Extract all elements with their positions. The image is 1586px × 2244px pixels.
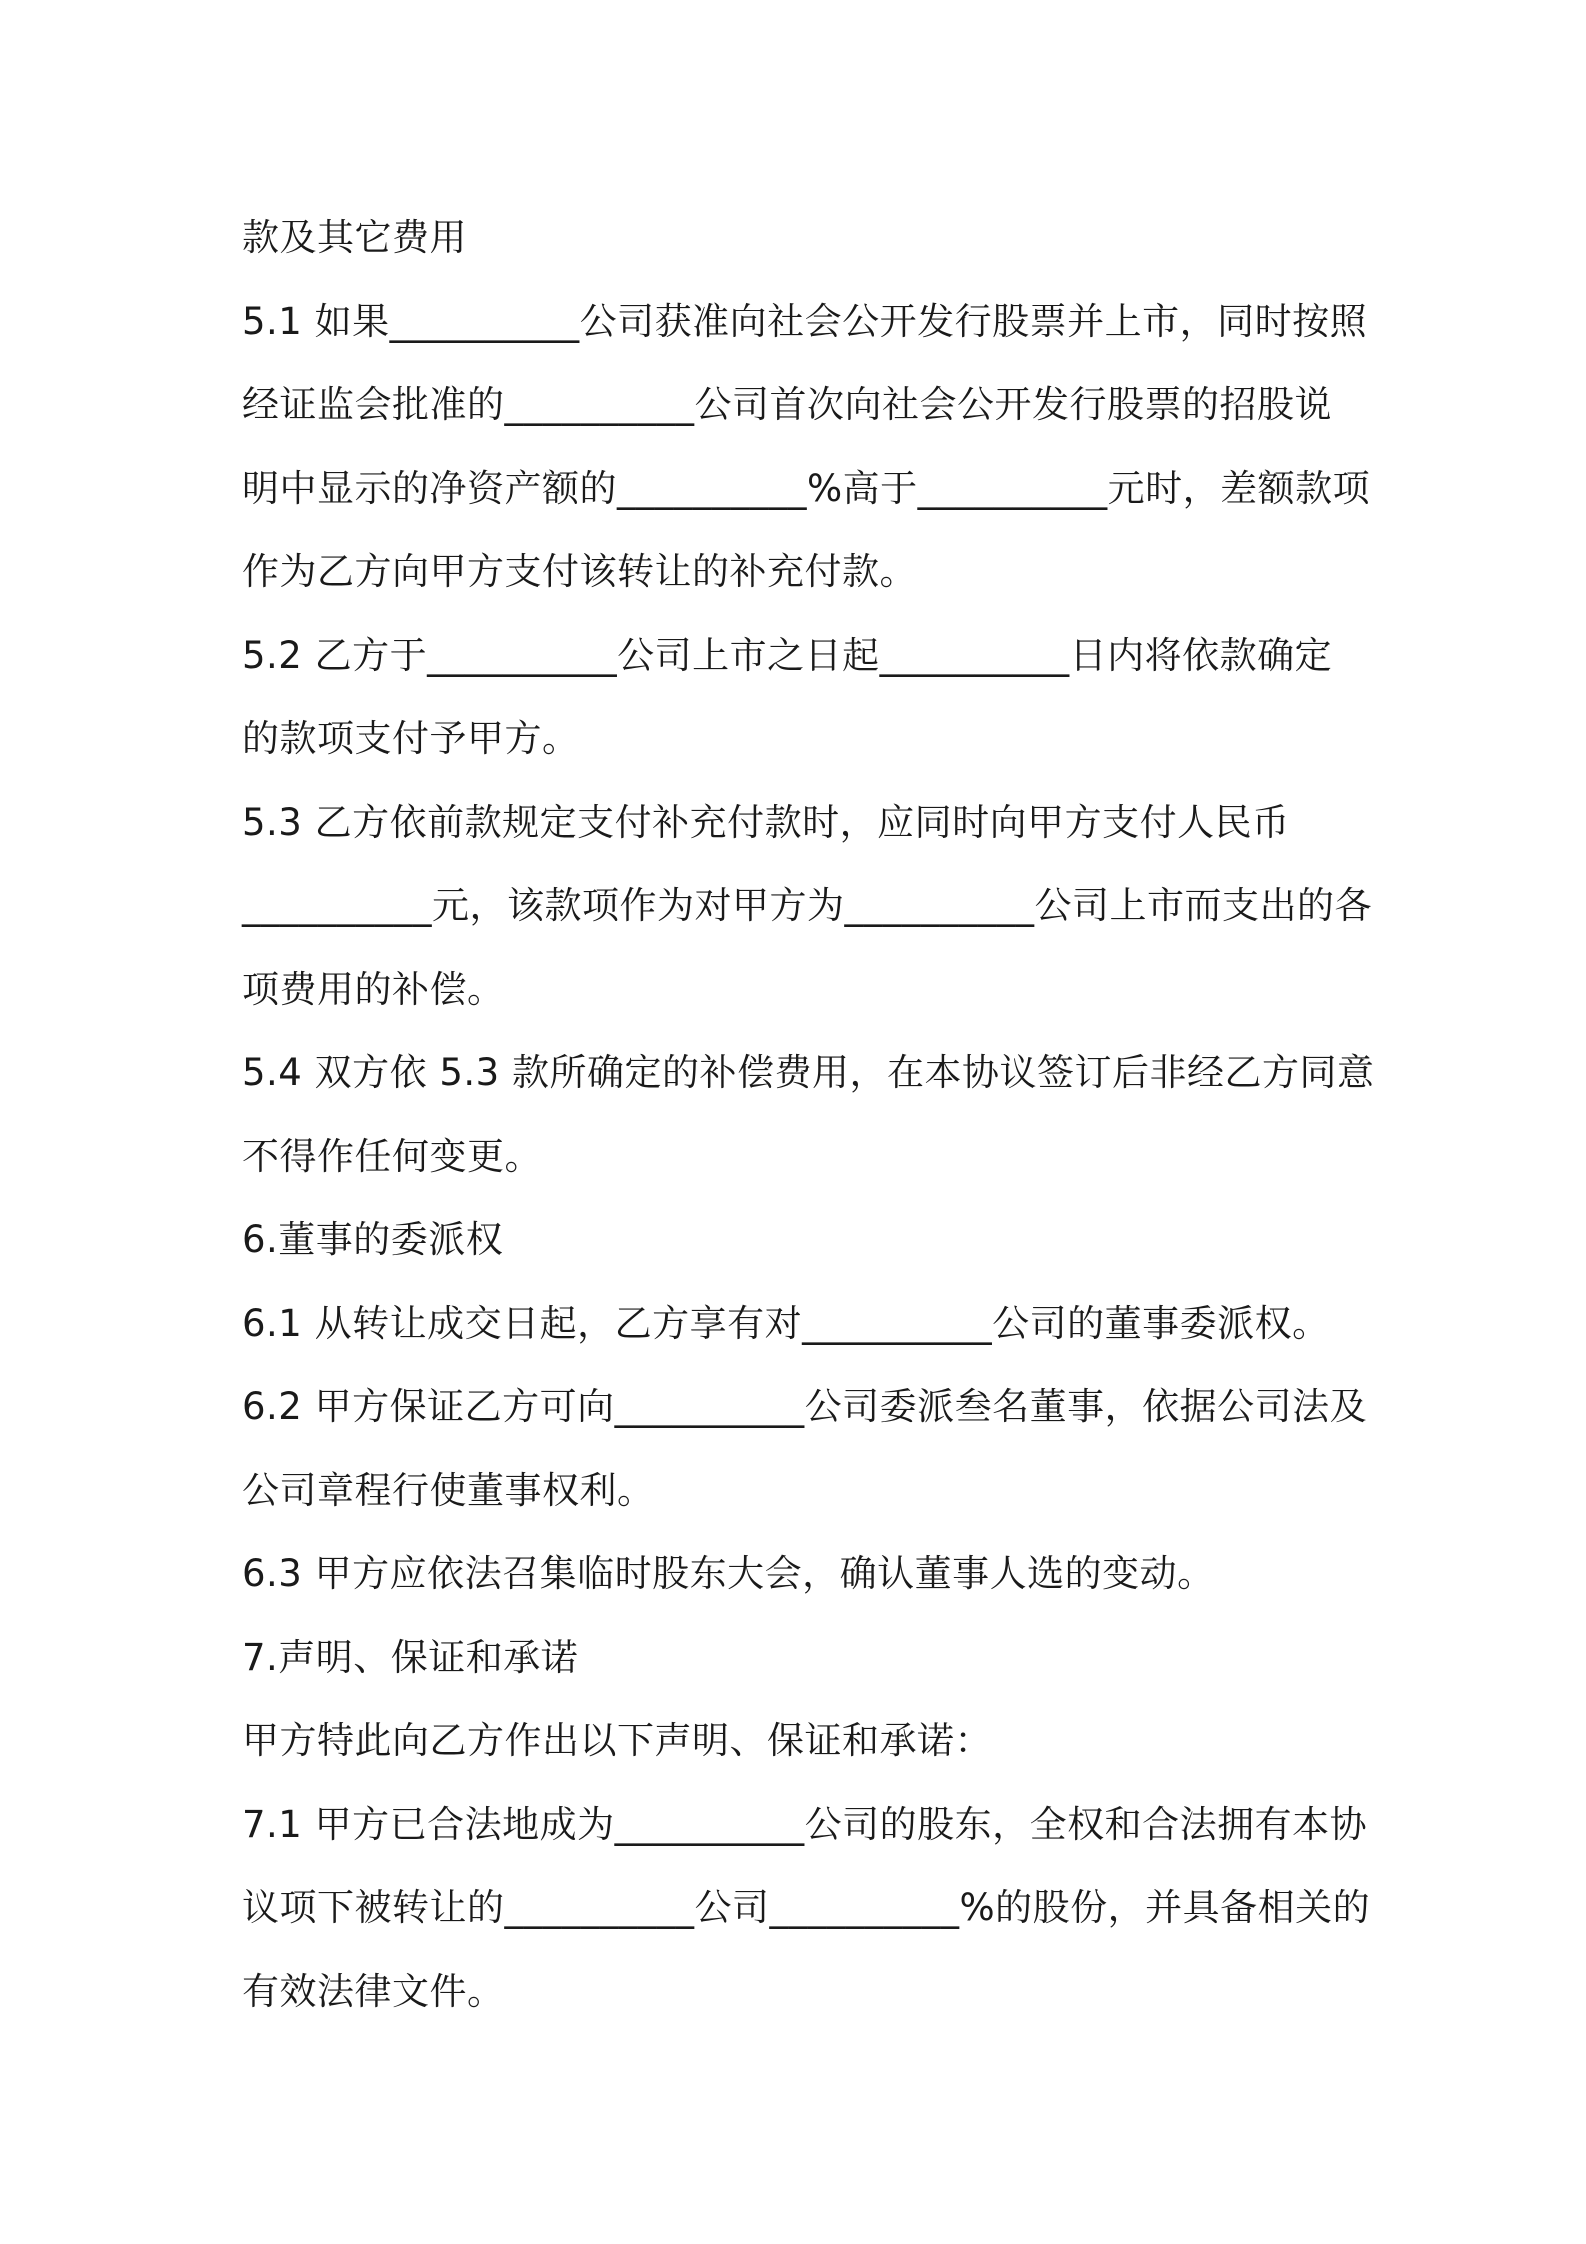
clause-5-4-line: 5.4 双方依 5.3 款所确定的补偿费用，在本协议签订后非经乙方同意: [242, 1051, 1375, 1094]
text-line: 的款项支付予甲方。: [242, 717, 580, 760]
clause-6-3-line: 6.3 甲方应依法召集临时股东大会，确认董事人选的变动。: [242, 1552, 1215, 1595]
clause-6-2-line: 6.2 甲方保证乙方可向__________公司委派叁名董事，依据公司法及: [242, 1385, 1368, 1428]
clause-7-1-line: 7.1 甲方已合法地成为__________公司的股东，全权和合法拥有本协: [242, 1802, 1368, 1846]
text-line: 作为乙方向甲方支付该转让的补充付款。: [242, 550, 917, 593]
section-7-heading: 7.声明、保证和承诺: [242, 1635, 579, 1679]
text-line: 议项下被转让的__________公司__________%的股份，并具备相关的: [242, 1886, 1371, 1929]
text-line: 公司章程行使董事权利。: [242, 1468, 655, 1512]
text-line: __________元，该款项作为对甲方为__________公司上市而支出的各: [242, 884, 1372, 927]
clause-5-3-line: 5.3 乙方依前款规定支付补充付款时，应同时向甲方支付人民币: [242, 800, 1290, 844]
text-line: 甲方特此向乙方作出以下声明、保证和承诺：: [242, 1719, 992, 1762]
section-6-heading: 6.董事的委派权: [242, 1218, 504, 1261]
text-line: 不得作任何变更。: [242, 1134, 542, 1178]
text-line: 经证监会批准的__________公司首次向社会公开发行股票的招股说: [242, 383, 1332, 426]
clause-5-1-line: 5.1 如果__________公司获准向社会公开发行股票并上市，同时按照: [242, 299, 1368, 343]
text-line: 款及其它费用: [242, 216, 467, 259]
clause-5-2-line: 5.2 乙方于__________公司上市之日起__________日内将依款确定: [242, 633, 1333, 677]
text-line: 明中显示的净资产额的__________%高于__________元时，差额款项: [242, 466, 1371, 510]
clause-6-1-line: 6.1 从转让成交日起，乙方享有对__________公司的董事委派权。: [242, 1301, 1330, 1345]
document-body: [242, 196, 1375, 2033]
text-line: 项费用的补偿。: [242, 967, 505, 1011]
text-line: 有效法律文件。: [242, 1969, 505, 2013]
